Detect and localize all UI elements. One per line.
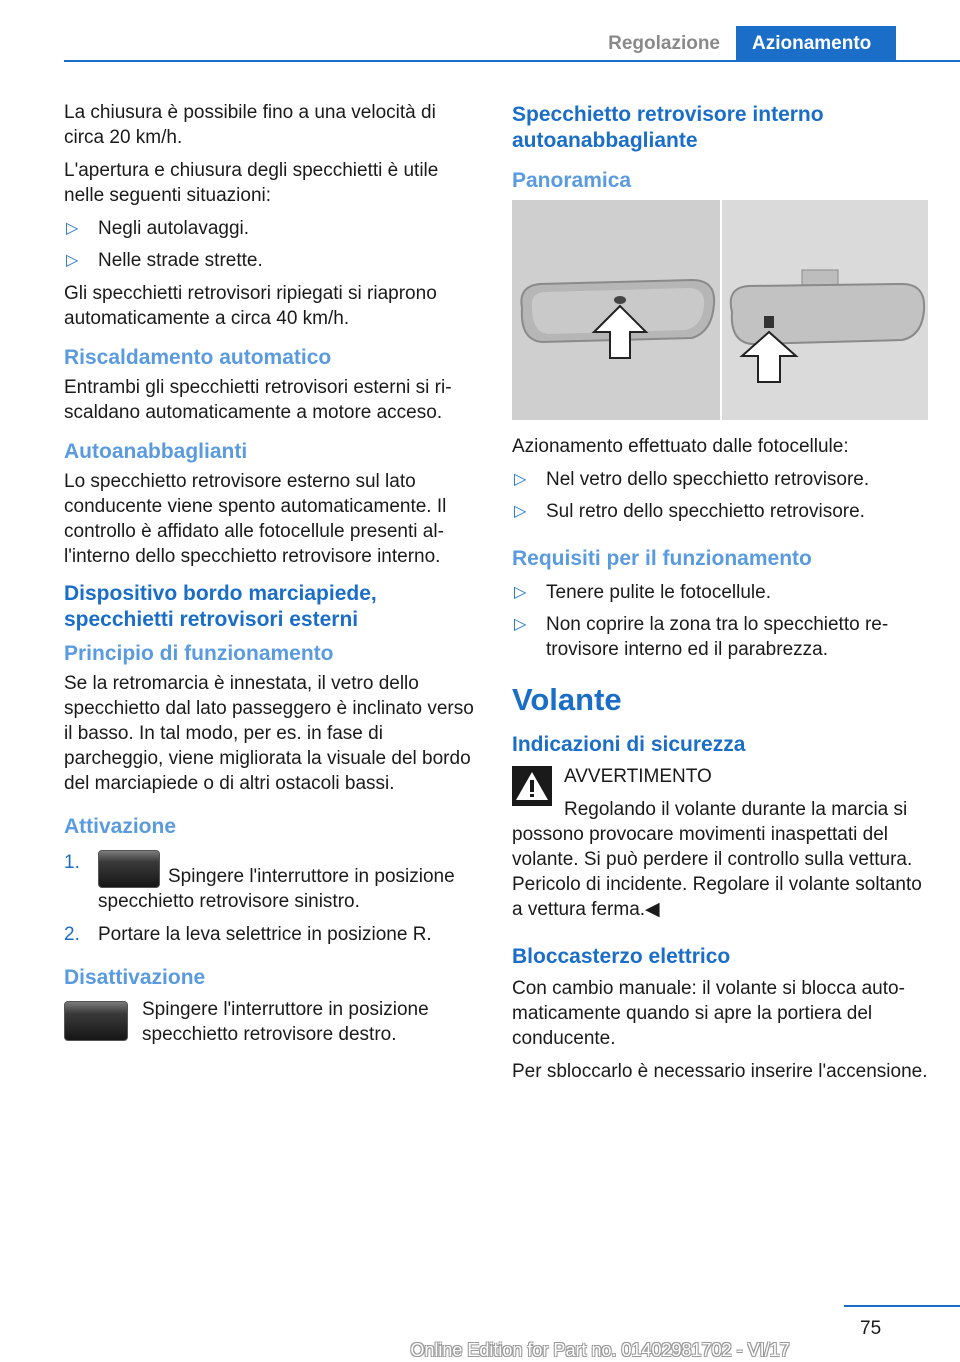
triangle-right-icon: ▷ xyxy=(514,471,527,488)
heading-disattivazione: Disattivazione xyxy=(64,966,206,989)
paragraph-riscaldamento: Entrambi gli specchietti retrovisori esterni si riscaldano automaticamente a motore acceso. xyxy=(64,377,452,423)
list-item-text: Sul retro dello specchietto retrovisore. xyxy=(546,501,865,522)
triangle-right-icon: ▷ xyxy=(514,503,527,520)
paragraph-reopen: Gli specchietti retrovisori ripiegati si riaprono automaticamente a circa 40 km/h. xyxy=(64,283,437,329)
warning-text: Regolando il volante durante la marcia si possono provocare movimenti inaspettati del volante. Si può perdere il controllo sulla vettura. Pericolo di incidente. Regolare il volante soltanto a vettura ferma.◀ xyxy=(512,799,922,920)
deactivation-block xyxy=(64,997,480,1047)
list-item xyxy=(512,580,928,605)
footer-rule xyxy=(844,1305,960,1307)
heading-requisiti: Requisiti per il funzionamento xyxy=(512,547,812,570)
mirror-switch-icon xyxy=(98,850,160,888)
header-rule xyxy=(64,60,960,62)
paragraph-bloccasterzo-1: Con cambio manuale: il volante si blocca automaticamente quando si apre la portiera del conducente. xyxy=(512,978,905,1049)
warning-block xyxy=(512,764,928,922)
heading-specchietto-interno: Specchietto retrovisore interno autoanabbagliante xyxy=(512,103,824,152)
mirror-photo xyxy=(512,200,928,420)
left-column xyxy=(64,100,480,1055)
heading-attivazione: Attivazione xyxy=(64,815,177,838)
paragraph-speed: La chiusura è possibile fino a una velocità di circa 20 km/h. xyxy=(64,102,436,148)
step-item xyxy=(64,922,480,947)
triangle-right-icon: ▷ xyxy=(514,616,527,633)
paragraph-disattivazione: Spingere l'interruttore in posizione specchietto retrovisore destro. xyxy=(142,999,429,1045)
paragraph-azionamento: Azionamento effettuato dalle fotocellule: xyxy=(512,436,849,457)
heading-panoramica: Panoramica xyxy=(512,169,632,192)
list-item-text: Tenere pulite le fotocellule. xyxy=(546,582,771,603)
heading-bloccasterzo: Bloccasterzo elettrico xyxy=(512,945,731,968)
list-item-text: Nel vetro dello specchietto retrovisore. xyxy=(546,469,870,490)
paragraph-situations: L'apertura e chiusura degli specchietti è utile nelle seguenti situazioni: xyxy=(64,160,439,206)
heading-volante: Volante xyxy=(512,682,622,717)
list-item xyxy=(512,467,928,492)
page-header xyxy=(64,22,960,62)
situations-list xyxy=(64,216,480,273)
paragraph-bloccasterzo-2: Per sbloccarlo è necessario inserire l'accensione. xyxy=(512,1061,928,1082)
heading-riscaldamento: Riscaldamento automatico xyxy=(64,346,332,369)
tab-azionamento[interactable]: Azionamento xyxy=(736,26,896,62)
heading-dispositivo: Dispositivo bordo marciapiede, specchietti retrovisori esterni xyxy=(64,582,377,631)
triangle-right-icon: ▷ xyxy=(66,252,79,269)
tab-regolazione[interactable]: Regolazione xyxy=(608,33,720,54)
triangle-right-icon: ▷ xyxy=(514,584,527,601)
list-item xyxy=(64,248,480,273)
right-column xyxy=(512,100,928,1092)
step-text: Spingere l'interruttore in posizione specchietto retrovisore sinistro. xyxy=(98,866,455,912)
activation-steps xyxy=(64,850,480,947)
warning-triangle-icon xyxy=(512,766,552,806)
paragraph-autoanabbaglianti: Lo specchietto retrovisore esterno sul lato conducente viene spento automaticamente. Il controllo è affidato alle fotocellule presenti all'interno dello specchietto retrovisore interno. xyxy=(64,471,447,567)
heading-autoanabbaglianti: Autoanabbaglianti xyxy=(64,440,248,463)
step-item xyxy=(64,850,480,914)
requirements-list xyxy=(512,580,928,662)
list-item xyxy=(512,499,928,524)
list-item-text: Negli autolavaggi. xyxy=(98,218,250,239)
photocell-list xyxy=(512,467,928,524)
warning-title: AVVERTIMENTO xyxy=(564,766,712,787)
list-item-text: Nelle strade strette. xyxy=(98,250,263,271)
paragraph-principio: Se la retromarcia è innestata, il vetro dello specchietto dal lato passeggero è inclinato verso il basso. In tal modo, per es. in fase di parcheggio, viene migliorata la visuale del bordo del marciapiede o di altri ostacoli bassi. xyxy=(64,673,474,794)
heading-principio: Principio di funzionamento xyxy=(64,642,334,665)
edition-watermark: Online Edition for Part no. 01402981702 - VI/17 xyxy=(410,1340,790,1360)
page-number: 75 xyxy=(860,1318,882,1339)
list-item-text: Non coprire la zona tra lo specchietto retrovisore interno ed il parabrezza. xyxy=(546,614,889,660)
step-text: Portare la leva selettrice in posizione R. xyxy=(98,924,432,945)
list-item xyxy=(512,612,928,662)
list-item xyxy=(64,216,480,241)
step-number: 1. xyxy=(64,852,80,873)
heading-sicurezza: Indicazioni di sicurezza xyxy=(512,733,746,756)
step-number: 2. xyxy=(64,924,80,945)
mirror-switch-icon xyxy=(64,1001,128,1041)
triangle-right-icon: ▷ xyxy=(66,220,79,237)
